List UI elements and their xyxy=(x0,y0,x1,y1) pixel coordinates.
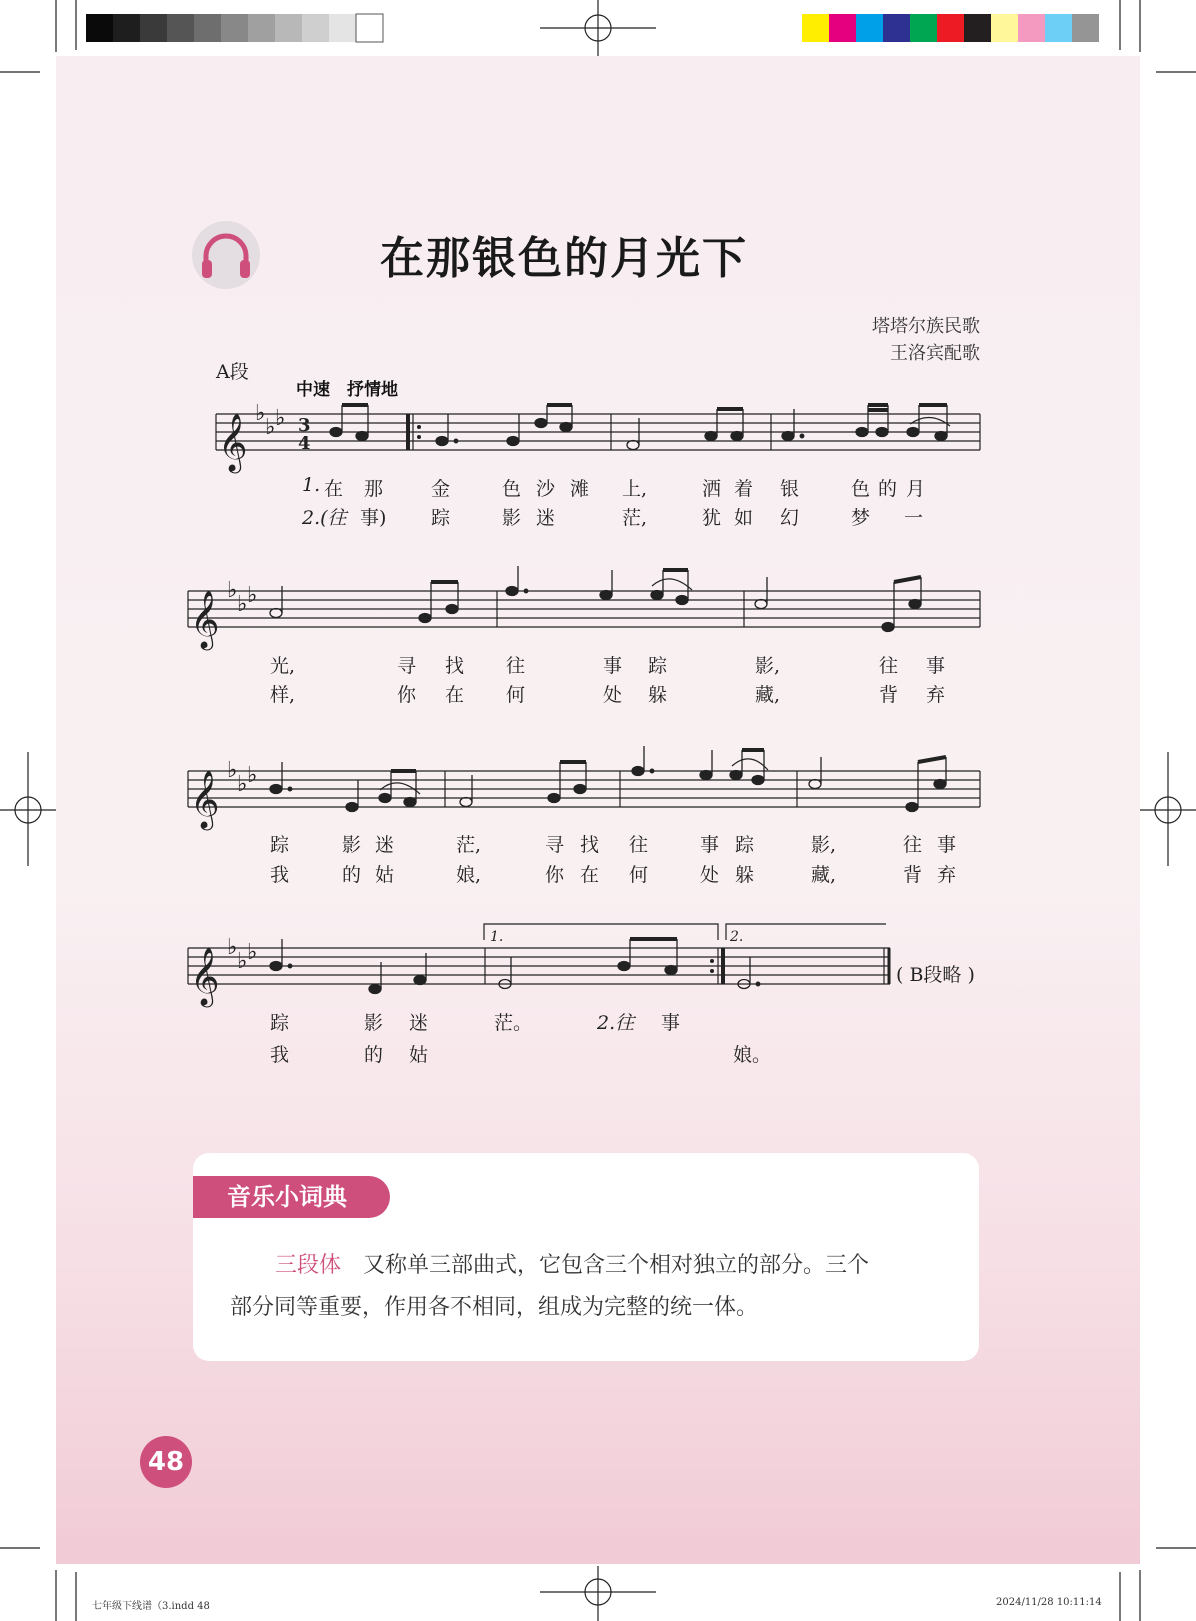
lyric: 往 xyxy=(879,655,899,677)
staff-2 xyxy=(188,591,980,627)
footer-file-info: 七年级下线谱（3.indd 48 xyxy=(92,1601,210,1612)
flat-icon: ♭ xyxy=(255,401,266,426)
headphones-icon xyxy=(192,221,260,289)
lyric: 影 xyxy=(342,834,362,856)
lyric: 影, xyxy=(811,834,837,856)
lyric: 滩 xyxy=(570,478,590,500)
dictionary-term: 三段体 xyxy=(275,1253,342,1278)
volta-1-label: 1. xyxy=(490,929,504,945)
lyric: 何 xyxy=(506,684,526,706)
treble-clef-icon: 𝄞 xyxy=(190,947,220,1005)
lyric: 寻 xyxy=(545,834,565,856)
lyric: 娘。 xyxy=(733,1044,772,1066)
song-origin: 塔塔尔族民歌 xyxy=(872,316,980,337)
lyric: 事 xyxy=(700,834,720,856)
lyric: 茫, xyxy=(622,507,648,529)
lyric: 上, xyxy=(622,478,648,500)
lyric: 踪 xyxy=(270,834,290,856)
lyric: 处 xyxy=(603,684,623,706)
lyric: 2.(往 xyxy=(302,507,347,529)
lyric: 茫。 xyxy=(494,1012,533,1034)
tempo-marking: 中速 抒情地 xyxy=(296,380,398,400)
lyric: 1. xyxy=(302,474,321,496)
lyric: 处 xyxy=(700,864,720,886)
time-sig-bottom: 4 xyxy=(298,433,311,454)
lyric: 色 xyxy=(851,478,871,500)
treble-clef-icon: 𝄞 xyxy=(190,590,220,648)
lyric: 往 xyxy=(506,655,526,677)
lyric: 在 xyxy=(324,478,344,500)
lyric: 茫, xyxy=(456,834,482,856)
lyric: 往 xyxy=(903,834,923,856)
treble-clef-icon: 𝄞 xyxy=(190,770,220,828)
lyric: 背 xyxy=(903,864,923,886)
dictionary-line-1 xyxy=(275,1248,869,1279)
lyric: 躲 xyxy=(735,864,755,886)
lyric: 藏, xyxy=(811,864,837,886)
lyric: 踪 xyxy=(431,507,451,529)
lyric: 你 xyxy=(545,864,565,886)
flat-icon: ♭ xyxy=(237,592,248,617)
lyric: 那 xyxy=(364,478,384,500)
lyric: 弃 xyxy=(926,684,946,706)
lyric: 何 xyxy=(629,864,649,886)
flat-icon: ♭ xyxy=(247,940,258,965)
notes-line-2 xyxy=(270,566,921,632)
flat-icon: ♭ xyxy=(247,583,258,608)
lyric: 躲 xyxy=(648,684,668,706)
lyric: 在 xyxy=(445,684,465,706)
lyric: 踪 xyxy=(648,655,668,677)
lyric: 娘, xyxy=(456,864,482,886)
flat-icon: ♭ xyxy=(247,763,258,788)
flat-icon: ♭ xyxy=(227,578,238,603)
volta-2-label: 2. xyxy=(730,929,744,945)
song-lyricist: 王洛宾配歌 xyxy=(890,343,980,364)
lyric: 犹 xyxy=(702,507,722,529)
lyric: 找 xyxy=(445,655,465,677)
lyric: 一 xyxy=(904,507,924,529)
lyric: 寻 xyxy=(397,655,417,677)
lyric: 幻 xyxy=(780,507,800,529)
lyric: 光, xyxy=(270,655,296,677)
lyric: 迷 xyxy=(409,1012,429,1034)
song-title: 在那银色的月光下 xyxy=(380,233,748,284)
lyric: 的 xyxy=(342,864,362,886)
b-section-note: ( B段略 ) xyxy=(896,964,975,986)
lyric: 2.往 xyxy=(597,1012,635,1034)
lyric: 迷 xyxy=(375,834,395,856)
dictionary-line-2: 部分同等重要，作用各不相同，组成为完整的统一体。 xyxy=(230,1295,759,1320)
flat-icon: ♭ xyxy=(227,758,238,783)
lyric: 姑 xyxy=(409,1044,429,1066)
lyric: 往 xyxy=(629,834,649,856)
lyric: 我 xyxy=(270,864,290,886)
lyric: 事) xyxy=(360,507,387,529)
lyric: 的 xyxy=(364,1044,384,1066)
lyric: 踪 xyxy=(735,834,755,856)
flat-icon: ♭ xyxy=(227,935,238,960)
dictionary-definition: 又称单三部曲式，它包含三个相对独立的部分。三个 xyxy=(341,1253,870,1278)
lyric: 色 xyxy=(502,478,522,500)
lyric: 你 xyxy=(397,684,417,706)
lyric: 背 xyxy=(879,684,899,706)
lyric: 弃 xyxy=(937,864,957,886)
flat-icon: ♭ xyxy=(265,415,276,440)
lyric: 如 xyxy=(734,507,754,529)
lyric: 事 xyxy=(661,1012,681,1034)
lyric: 梦 xyxy=(851,507,871,529)
grayscale-bar xyxy=(86,14,383,42)
notes-line-1 xyxy=(330,405,950,450)
lyric: 藏, xyxy=(755,684,781,706)
lyric: 事 xyxy=(926,655,946,677)
lyric: 在 xyxy=(580,864,600,886)
flat-icon: ♭ xyxy=(237,772,248,797)
lyric: 迷 xyxy=(536,507,556,529)
lyric: 沙 xyxy=(536,478,556,500)
lyric: 姑 xyxy=(375,864,395,886)
lyric: 影 xyxy=(502,507,522,529)
staff-4 xyxy=(188,924,890,984)
flat-icon: ♭ xyxy=(275,406,286,431)
lyric: 事 xyxy=(603,655,623,677)
lyric: 踪 xyxy=(270,1012,290,1034)
time-sig-top: 3 xyxy=(298,415,311,436)
section-label: A段 xyxy=(216,361,249,383)
lyric: 的 xyxy=(878,478,898,500)
lyric: 事 xyxy=(937,834,957,856)
lyric: 影, xyxy=(755,655,781,677)
lyric: 我 xyxy=(270,1044,290,1066)
flat-icon: ♭ xyxy=(237,949,248,974)
lyric: 银 xyxy=(780,478,800,500)
notes-line-3 xyxy=(270,746,946,812)
lyric: 影 xyxy=(364,1012,384,1034)
page-number: 48 xyxy=(140,1436,192,1488)
color-bar xyxy=(802,14,1099,42)
treble-clef-icon: 𝄞 xyxy=(218,413,248,471)
lyric: 样, xyxy=(270,684,296,706)
lyric: 找 xyxy=(580,834,600,856)
lyric: 月 xyxy=(906,478,926,500)
lyric: 洒 xyxy=(702,478,722,500)
lyric: 金 xyxy=(431,478,451,500)
music-dictionary-heading: 音乐小词典 xyxy=(193,1176,390,1218)
lyric: 着 xyxy=(734,478,754,500)
footer-timestamp: 2024/11/28 10:11:14 xyxy=(996,1597,1102,1608)
